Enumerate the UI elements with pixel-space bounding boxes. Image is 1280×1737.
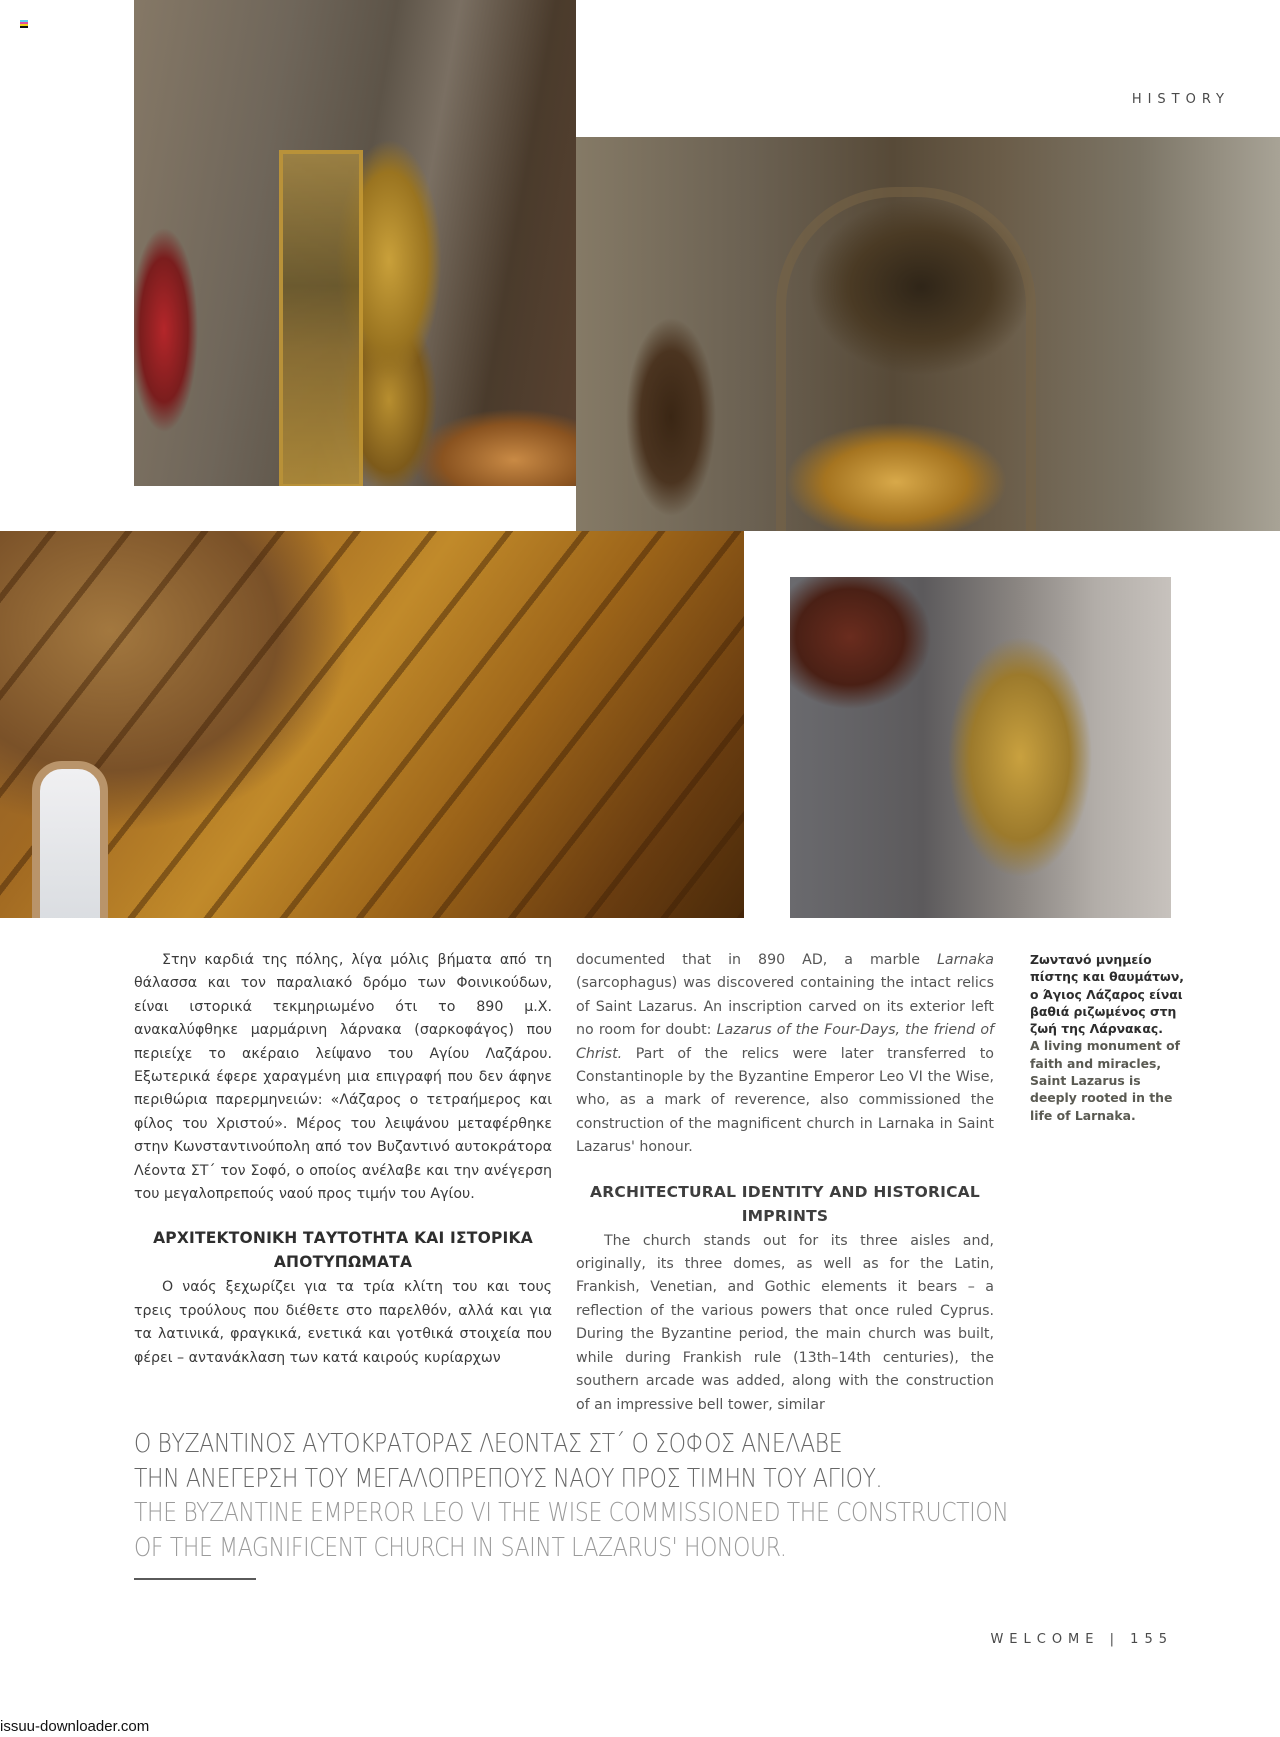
- photo-iconostasis: [0, 531, 744, 918]
- photo-icon-shrine: [134, 0, 576, 486]
- section-label: HISTORY: [1131, 92, 1230, 107]
- english-intro-paragraph: documented that in 890 AD, a marble Larnaka (sarcophagus) was discovered containing the intact relics of Saint Lazarus. An inscription carved on its exterior left no room for doubt: Lazarus of the Four-Days, the friend of Christ. Part of the relics were later transferred to Constantinople by the Byzantine Emperor Leo VI the Wise, who, as a mark of reverence, also commissioned the construction of the magnificent church in Larnaka in Saint Lazarus' honour.: [576, 952, 994, 1156]
- folio-separator: |: [1109, 1632, 1121, 1647]
- english-body-paragraph: The church stands out for its three aisles and, originally, its three domes, as well as for the Latin, Frankish, Venetian, and Gothic elements it bears – a reflection of the various powers that once ruled Cyprus. During the Byzantine period, the main church was built, while during Frankish rule (13th–14th centuries), the southern arcade was added, along with the construction of an impressive bell tower, similar: [576, 1232, 994, 1413]
- sidebar-quote-english: A living monument of faith and miracles, Saint Lazarus is deeply rooted in the life of Larnaka.: [1030, 1038, 1181, 1123]
- greek-body-paragraph: Ο ναός ξεχωρίζει για τα τρία κλίτη του και τους τρεις τρούλους που διέθετε στο παρελθόν, αλλά και για τα λατινικά, φραγκικά, ενετικά και γοτθικά στοιχεία που φέρει – αντανάκλαση των κατά καιρούς κυρίαρχων: [134, 1279, 552, 1366]
- magazine-name: WELCOME: [990, 1632, 1100, 1647]
- english-subheading: ARCHITECTURAL IDENTITY AND HISTORICAL IMPRINTS: [590, 1182, 980, 1225]
- sidebar-quote: [1030, 951, 1190, 1124]
- sidebar-quote-greek: Ζωντανό μνημείο πίστης και θαυμάτων, ο Άγιος Λάζαρος είναι βαθιά ριζωμένος στη ζωή της Λάρνακας.: [1030, 952, 1184, 1037]
- photo-nave-chandelier: [576, 137, 1280, 531]
- pullquote-greek-line-1: Ο ΒΥΖΑΝΤΙΝΟΣ ΑΥΤΟΚΡΑΤΟΡΑΣ ΛΕΟΝΤΑΣ ΣΤ΄ Ο ΣΟΦΟΣ ΑΝΕΛΑΒΕ: [134, 1429, 843, 1459]
- pullquote-divider: [134, 1578, 256, 1580]
- pullquote-greek-line-2: ΤΗΝ ΑΝΕΓΕΡΣΗ ΤΟΥ ΜΕΓΑΛΟΠΡΕΠΟΥΣ ΝΑΟΥ ΠΡΟΣ ΤΙΜΗΝ ΤΟΥ ΑΓΙΟΥ.: [134, 1463, 883, 1494]
- greek-intro-paragraph: Στην καρδιά της πόλης, λίγα μόλις βήματα από τη θάλασσα και τον παραλιακό δρόμο των Φοινικούδων, είναι ιστορικά τεκμηριωμένο ότι το 890 μ.Χ. ανακαλύφθηκε μαρμάρινη λάρνακα (σαρκοφάγος) που περιείχε το ακέραιο λείψανο του Αγίου Λαζάρου. Εξωτερικά έφερε χαραγμένη μια επιγραφή που δεν άφηνε περιθώρια παρερμηνειών: «Λάζαρος ο τετραήμερος και φίλος του Χριστού». Μέρος του λειψάνου μεταφέρθηκε στην Κωνσταντινούπολη από τον Βυζαντινό αυτοκράτορα Λέοντα ΣΤ΄ τον Σοφό, ο οποίος ανέλαβε και την ανέγερση του μεγαλοπρεπούς ναού προς τιμήν του Αγίου.: [134, 952, 552, 1203]
- article-column-greek: [134, 949, 552, 1370]
- photo-pulpit: [790, 577, 1171, 918]
- pullquote-english-line-2: OF THE MAGNIFICENT CHURCH IN SAINT LAZARUS' HONOUR.: [134, 1532, 787, 1563]
- greek-subheading: ΑΡΧΙΤΕΚΤΟΝΙΚΗ ΤΑΥΤΟΤΗΤΑ ΚΑΙ ΙΣΤΟΡΙΚΑ ΑΠΟΤΥΠΩΜΑΤΑ: [153, 1229, 533, 1272]
- print-registration-mark: [20, 20, 28, 28]
- watermark: issuu-downloader.com: [0, 1718, 150, 1735]
- pull-quote: [134, 1427, 1009, 1565]
- article-column-english: [576, 949, 994, 1417]
- pullquote-english-line-1: THE BYZANTINE EMPEROR LEO VI THE WISE COMMISSIONED THE CONSTRUCTION: [134, 1498, 1009, 1528]
- page-folio: [960, 1632, 1173, 1647]
- page-number: 155: [1130, 1632, 1173, 1647]
